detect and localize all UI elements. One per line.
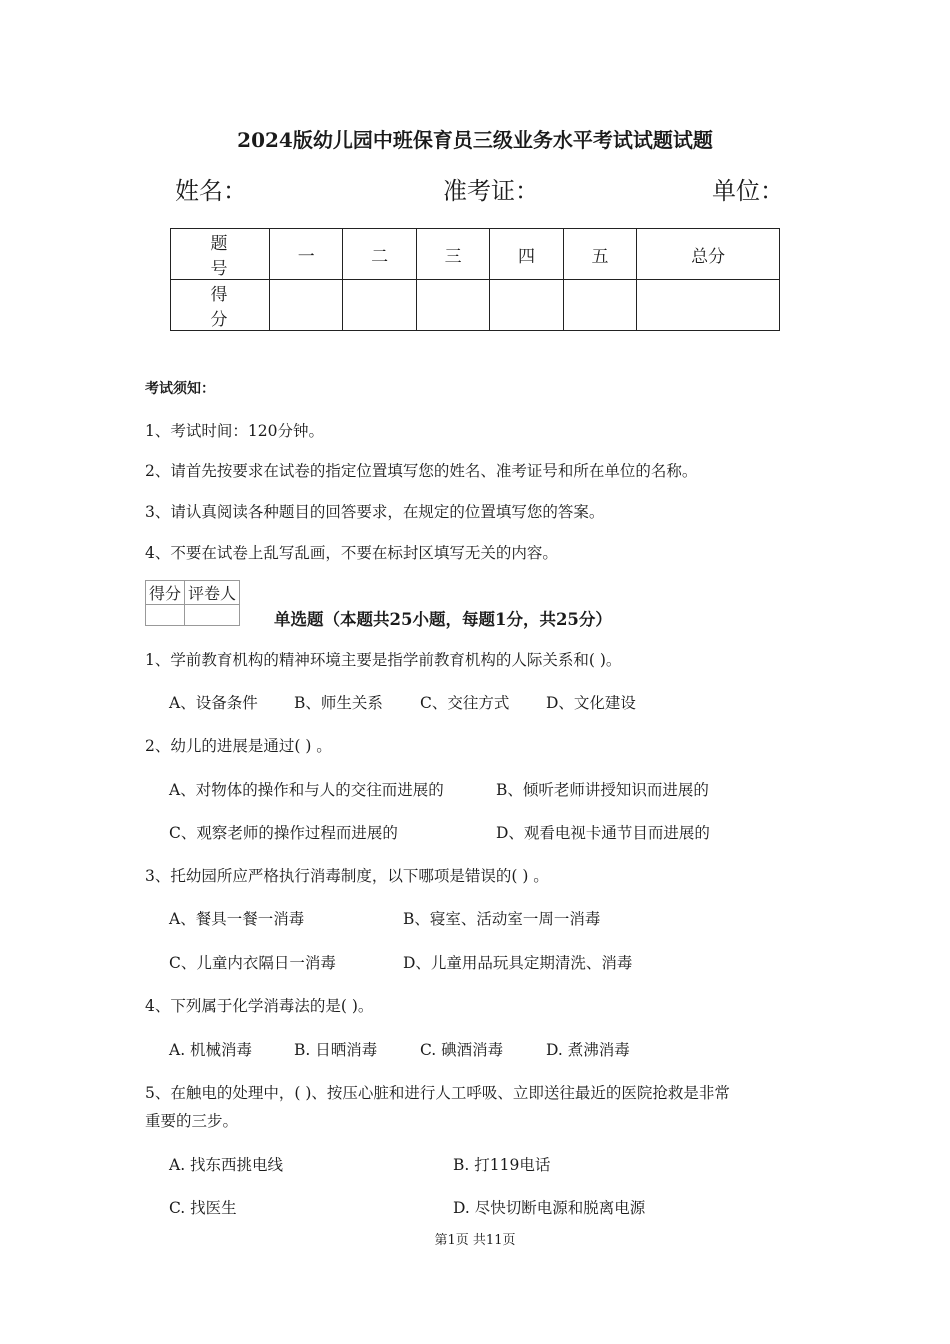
score-cell[interactable] [563,280,636,331]
question-2-option-d[interactable]: D、观看电视卡通节目而进展的 [496,824,710,842]
question-2-option-b[interactable]: B、倾听老师讲授知识而进展的 [496,781,709,799]
notice-item: 3、请认真阅读各种题目的回答要求，在规定的位置填写您的答案。 [145,503,605,521]
page-footer: 第1页 共11页 [434,1233,516,1248]
score-cell[interactable] [637,280,780,331]
score-cell[interactable] [416,280,489,331]
question-2-option-a[interactable]: A、对物体的操作和与人的交往而进展的 [169,781,444,799]
name-label: 姓名： [175,177,247,205]
question-2-stem: 2、幼儿的进展是通过( ) 。 [145,737,332,755]
question-5-stem-line-1: 5、在触电的处理中，( )、按压心脏和进行人工呼吸、立即送往最近的医院抢救是非常 [145,1084,730,1102]
notice-heading: 考试须知： [145,381,215,397]
grade-box-grader-cell[interactable] [185,605,240,626]
question-5-option-c[interactable]: C. 找医生 [169,1199,237,1217]
question-4-option-a[interactable]: A. 机械消毒 [169,1041,253,1059]
question-5-stem-line-2: 重要的三步。 [145,1112,239,1130]
question-3-option-c[interactable]: C、儿童内衣隔日一消毒 [169,954,336,972]
section-title: 单选题（本题共25小题，每题1分，共25分） [274,610,612,629]
question-4-option-d[interactable]: D. 煮沸消毒 [546,1041,630,1059]
score-table-col-2: 二 [343,229,416,280]
score-table-col-4: 四 [490,229,563,280]
question-3-stem: 3、托幼园所应严格执行消毒制度，以下哪项是错误的( ) 。 [145,867,549,885]
score-table-col-total: 总分 [637,229,780,280]
score-table-col-3: 三 [416,229,489,280]
score-cell[interactable] [490,280,563,331]
question-1-option-b[interactable]: B、师生关系 [294,694,383,712]
notice-item: 4、不要在试卷上乱写乱画，不要在标封区填写无关的内容。 [145,544,558,562]
score-table-col-1: 一 [270,229,343,280]
question-3-option-d[interactable]: D、儿童用品玩具定期清洗、消毒 [403,954,633,972]
unit-label: 单位： [712,177,784,205]
question-2-option-c[interactable]: C、观察老师的操作过程而进展的 [169,824,398,842]
question-5-option-d[interactable]: D. 尽快切断电源和脱离电源 [453,1199,646,1217]
question-1-option-c[interactable]: C、交往方式 [420,694,510,712]
grade-box-score-label: 得分 [146,581,185,605]
question-5-option-a[interactable]: A. 找东西挑电线 [169,1156,284,1174]
ticket-label: 准考证： [443,177,539,205]
score-table-label-score: 得 分 [171,280,270,331]
score-table-header-row [171,229,780,280]
grade-box [145,580,240,626]
score-cell[interactable] [343,280,416,331]
notice-item: 1、考试时间：120分钟。 [145,422,324,440]
grade-box-grader-label: 评卷人 [185,581,240,605]
score-cell[interactable] [270,280,343,331]
question-4-option-c[interactable]: C. 碘酒消毒 [420,1041,504,1059]
score-table-label-question: 题 号 [171,229,270,280]
question-1-option-a[interactable]: A、设备条件 [169,694,258,712]
score-table [170,228,780,331]
page-title: 2024版幼儿园中班保育员三级业务水平考试试题试题 [237,128,713,152]
question-4-option-b[interactable]: B. 日晒消毒 [294,1041,378,1059]
question-3-option-a[interactable]: A、餐具一餐一消毒 [169,910,305,928]
question-3-option-b[interactable]: B、寝室、活动室一周一消毒 [403,910,601,928]
grade-box-score-cell[interactable] [146,605,185,626]
score-table-col-5: 五 [563,229,636,280]
question-5-option-b[interactable]: B. 打119电话 [453,1156,551,1174]
score-table-score-row [171,280,780,331]
question-1-stem: 1、学前教育机构的精神环境主要是指学前教育机构的人际关系和( )。 [145,651,622,669]
question-4-stem: 4、下列属于化学消毒法的是( )。 [145,997,374,1015]
notice-item: 2、请首先按要求在试卷的指定位置填写您的姓名、准考证号和所在单位的名称。 [145,462,698,480]
question-1-option-d[interactable]: D、文化建设 [546,694,636,712]
